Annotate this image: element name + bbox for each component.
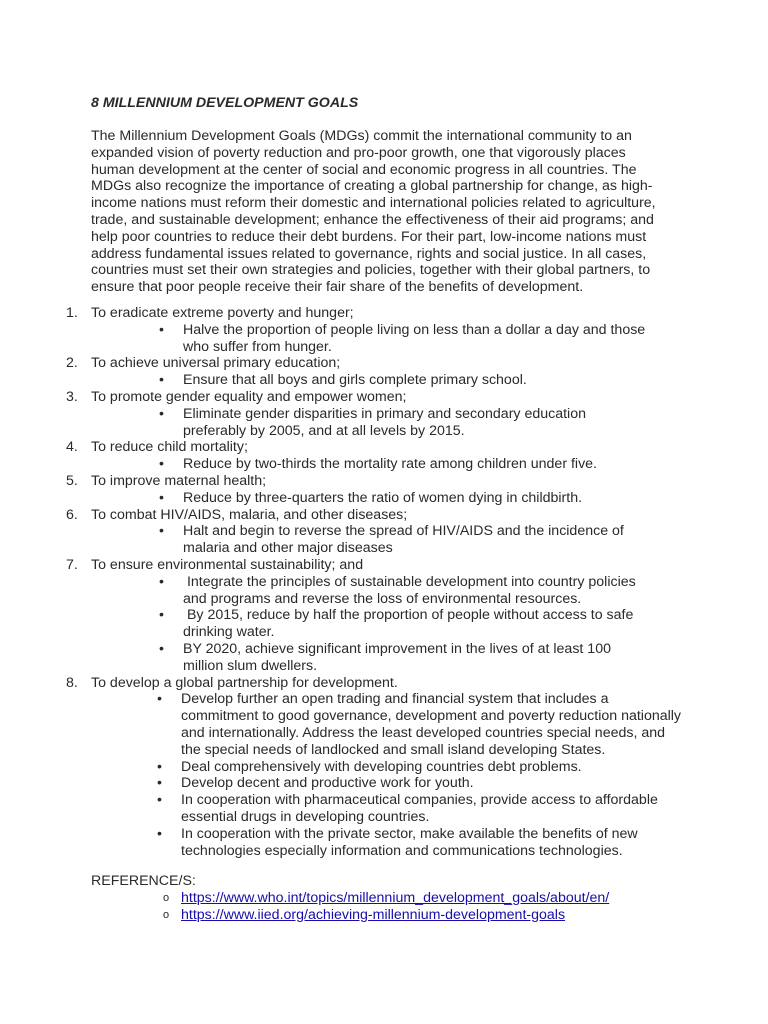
target-text: Halt and begin to reverse the spread of HIV/AIDS and the incidence of malaria and other major diseases <box>183 523 624 557</box>
goals-list <box>0 305 768 859</box>
goal-item <box>0 675 768 860</box>
circle-bullet-icon: o <box>163 908 170 921</box>
target-text: By 2015, reduce by half the proportion of people without access to safe drinking water. <box>183 607 638 641</box>
bullet-icon: • <box>159 405 164 422</box>
references-section <box>91 873 610 923</box>
target-bullet <box>0 372 768 389</box>
target-text: Ensure that all boys and girls complete primary school. <box>183 372 527 389</box>
bullet-icon: • <box>159 573 164 590</box>
reference-link-who[interactable]: https://www.who.int/topics/millennium_development_goals/about/en/ <box>181 889 610 906</box>
goal-text: To eradicate extreme poverty and hunger; <box>91 305 354 321</box>
goal-text: To combat HIV/AIDS, malaria, and other diseases; <box>91 506 408 523</box>
target-bullet <box>0 607 768 641</box>
bullet-icon: • <box>159 456 164 473</box>
target-bullet <box>0 641 768 675</box>
goal-text: To reduce child mortality; <box>91 439 248 456</box>
goal-item <box>0 305 768 355</box>
intro-paragraph: The Millennium Development Goals (MDGs) commit the international community to an expanded vision of poverty reduction and pro-poor growth, one that vigorously places human development at the center of social and economic progress in all countries. The MDGs also recognize the importance of creating a global partnership for change, as high-income nations must reform their domestic and international policies related to agriculture, trade, and sustainable development; enhance the effectiveness of their aid programs; and help poor countries to reduce their debt burdens. For their part, low-income nations must address fundamental issues related to governance, rights and social justice. In all cases, countries must set their own strategies and policies, together with their global partners, to ensure that poor people receive their fair share of the benefits of development. <box>91 128 656 296</box>
target-bullet <box>0 759 768 776</box>
target-bullet <box>0 322 768 356</box>
target-text: BY 2020, achieve significant improvement in the lives of at least 100 million slum dwellers. <box>183 640 611 674</box>
goal-text: To ensure environmental sustainability; and <box>91 556 364 573</box>
reference-item <box>91 889 610 907</box>
target-text: Develop decent and productive work for youth. <box>181 775 474 792</box>
target-bullet <box>0 826 768 860</box>
reference-item <box>91 906 566 924</box>
target-bullet <box>0 792 768 826</box>
goal-number: 2. <box>66 355 78 372</box>
references-label: REFERENCE/S: <box>91 873 196 889</box>
goal-item <box>0 439 768 473</box>
goal-text: To achieve universal primary education; <box>91 355 341 372</box>
goal-number: 4. <box>66 439 78 456</box>
bullet-icon: • <box>159 321 164 338</box>
bullet-icon: • <box>159 372 164 389</box>
goal-text: To promote gender equality and empower women; <box>91 388 407 405</box>
page-title: 8 MILLENNIUM DEVELOPMENT GOALS <box>91 95 359 111</box>
target-bullet <box>0 775 768 792</box>
target-text: Integrate the principles of sustainable development into country policies and programs and reverse the loss of environmental resources. <box>183 573 640 607</box>
target-bullet <box>0 456 768 473</box>
reference-link-iied[interactable]: https://www.iied.org/achieving-millennium-development-goals <box>181 906 566 923</box>
target-text: In cooperation with the private sector, make available the benefits of new technologies especially information and communications technologies. <box>181 825 638 859</box>
bullet-icon: • <box>157 775 162 792</box>
target-text: Reduce by three-quarters the ratio of women dying in childbirth. <box>183 489 583 506</box>
goal-item <box>0 355 768 389</box>
goal-number: 7. <box>66 556 78 573</box>
goal-number: 1. <box>66 305 78 321</box>
goal-text: To develop a global partnership for development. <box>91 674 398 691</box>
target-text: Develop further an open trading and financial system that includes a commitment to good governance, development and poverty reduction nationally and internationally. Address the least developed countries special needs, and the special needs of landlocked and small island developing States. <box>181 691 682 758</box>
target-bullet <box>0 574 768 608</box>
target-bullet <box>0 691 768 758</box>
goal-item <box>0 507 768 557</box>
bullet-icon: • <box>157 758 162 775</box>
goal-number: 5. <box>66 472 78 489</box>
target-text: Eliminate gender disparities in primary and secondary education preferably by 2005, and at all levels by 2015. <box>183 405 586 439</box>
goal-item <box>0 473 768 507</box>
bullet-icon: • <box>157 825 162 842</box>
goal-item <box>0 389 768 439</box>
goal-item <box>0 557 768 675</box>
bullet-icon: • <box>159 607 164 624</box>
bullet-icon: • <box>159 489 164 506</box>
bullet-icon: • <box>157 691 162 708</box>
target-bullet <box>0 490 768 507</box>
bullet-icon: • <box>157 792 162 809</box>
circle-bullet-icon: o <box>163 891 170 904</box>
target-bullet <box>0 406 768 440</box>
bullet-icon: • <box>159 640 164 657</box>
bullet-icon: • <box>159 523 164 540</box>
target-bullet <box>0 523 768 557</box>
goal-number: 3. <box>66 388 78 405</box>
goal-text: To improve maternal health; <box>91 472 267 489</box>
goal-number: 8. <box>66 674 78 691</box>
goal-number: 6. <box>66 506 78 523</box>
target-text: Halve the proportion of people living on less than a dollar a day and those who suffer from hunger. <box>183 321 646 355</box>
target-text: Reduce by two-thirds the mortality rate among children under five. <box>183 456 598 473</box>
target-text: Deal comprehensively with developing countries debt problems. <box>181 758 582 775</box>
target-text: In cooperation with pharmaceutical companies, provide access to affordable essential drugs in developing countries. <box>181 792 658 825</box>
